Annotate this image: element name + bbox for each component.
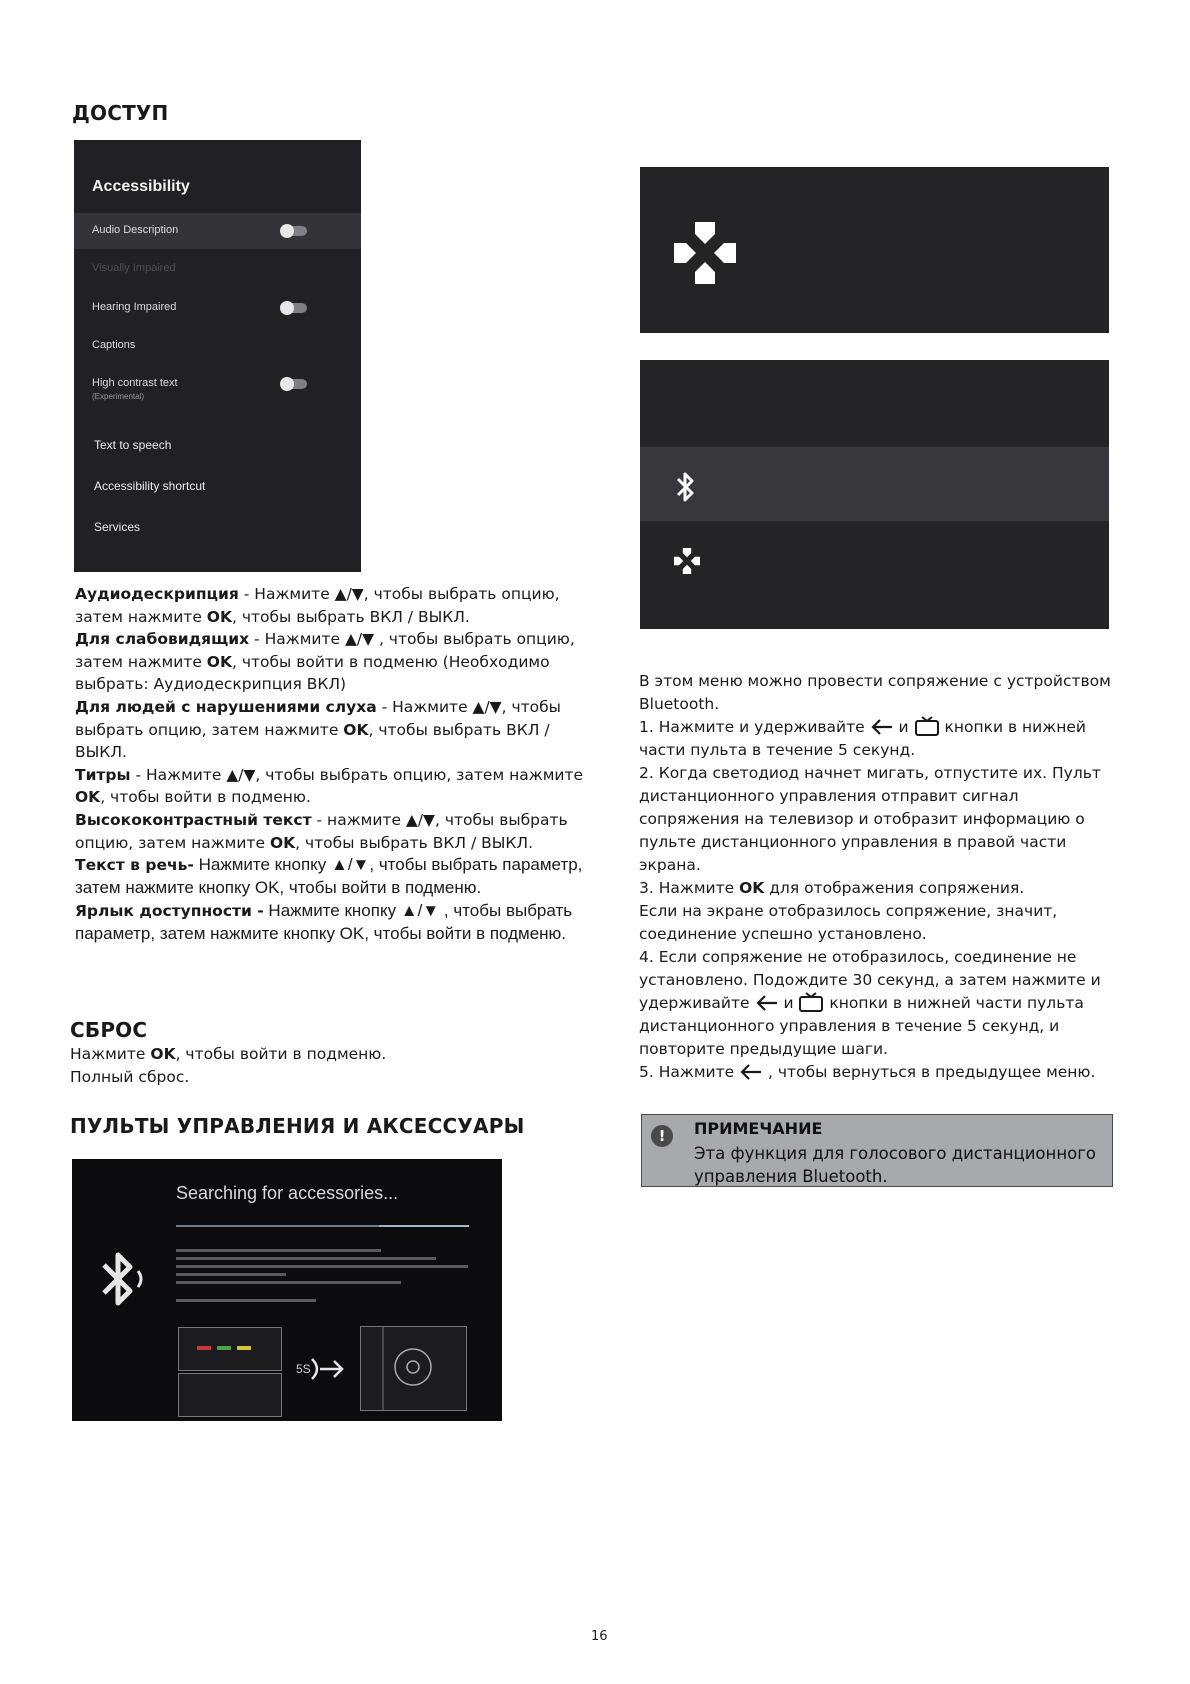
searching-accessories-screenshot (72, 1159, 502, 1421)
menu-item-visually-impaired (74, 251, 361, 287)
back-arrow-icon (755, 994, 779, 1012)
back-arrow-icon (870, 718, 894, 736)
instruction-text-line (176, 1257, 436, 1260)
page-number: 16 (591, 1629, 608, 1644)
searching-title: Searching for accessories... (176, 1183, 399, 1203)
access-description (75, 583, 595, 945)
menu-item-high-contrast (74, 366, 361, 402)
gamepad-panel (640, 167, 1109, 333)
menu-item-text-to-speech (74, 427, 361, 463)
instruction-text-line (176, 1265, 468, 1268)
audio-description-paragraph: Аудиодескрипция - Нажмите ▲/▼, чтобы выбрать опцию, затем нажмите OK, чтобы выбрать ВКЛ / ВЫКЛ. (75, 585, 560, 626)
instruction-text-line (176, 1273, 286, 1276)
instruction-text-line (176, 1249, 381, 1252)
bluetooth-icon (96, 1247, 156, 1311)
menu-item-hearing-impaired (74, 290, 361, 326)
section-title-reset: СБРОС (70, 1018, 148, 1042)
bluetooth-pairing-panel (640, 360, 1109, 629)
bt-step-4: 4. Если сопряжение не отобразилось, соединение не установлено. Подождите 30 секунд, а затем нажмите и удерживайте и кнопки в нижней части пульта дистанционного управления в течение 5 секунд, и повторите предыдущие шаги. (639, 948, 1101, 1058)
menu-item-label: Audio Description (92, 224, 179, 236)
bt-step-3: 3. Нажмите OK для отображения сопряжения. (639, 879, 1025, 897)
high-contrast-paragraph: Высококонтрастный текст - нажмите ▲/▼, чтобы выбрать опцию, затем нажмите OK, чтобы выбрать ВКЛ / ВЫКЛ. (75, 810, 568, 852)
menu-item-label: Accessibility shortcut (94, 479, 206, 493)
tv-icon (914, 716, 940, 736)
reset-description (70, 1043, 590, 1088)
menu-item-audio-description (74, 213, 361, 249)
arrow-icon (310, 1355, 346, 1383)
selected-row-highlight (640, 447, 1109, 521)
menu-item-label: Hearing Impaired (92, 301, 177, 313)
bt-step-3-result: Если на экране отобразилось сопряжение, значит, соединение успешно установлено. (639, 902, 1058, 943)
menu-item-services (74, 509, 361, 545)
bt-step-1: 1. Нажмите и удерживайте и кнопки в нижней части пульта в течение 5 секунд. (639, 718, 1086, 759)
toggle-switch (281, 379, 307, 389)
toggle-switch (281, 226, 307, 236)
gamepad-icon (674, 548, 700, 574)
captions-paragraph: Титры - Нажмите ▲/▼, чтобы выбрать опцию, затем нажмите OK, чтобы войти в подменю. (75, 765, 584, 807)
remote-illustration (178, 1327, 282, 1371)
section-title-remotes: ПУЛЬТЫ УПРАВЛЕНИЯ И АКСЕССУАРЫ (70, 1114, 525, 1138)
exclamation-icon: ! (651, 1125, 673, 1147)
search-progress-line (176, 1225, 469, 1227)
menu-item-label: Services (94, 520, 141, 534)
visually-impaired-paragraph: Для слабовидящих - Нажмите ▲/▼ , чтобы выбрать опцию, затем нажмите OK, чтобы войти в подменю (Необходимо выбрать: Аудиодескрипция ВКЛ) (75, 630, 575, 694)
menu-item-accessibility-shortcut (74, 468, 361, 504)
back-arrow-icon (739, 1063, 763, 1081)
accessibility-shortcut-paragraph: Ярлык доступности - Нажмите кнопку ▲/▼ , чтобы выбрать параметр, затем нажмите кнопку OK, чтобы войти в подменю. (75, 900, 573, 943)
note-title: ПРИМЕЧАНИЕ (694, 1119, 823, 1138)
instruction-text-line (176, 1299, 316, 1302)
menu-item-sublabel: (Experimental) (92, 392, 145, 401)
bt-intro: В этом меню можно провести сопряжение с устройством Bluetooth. (639, 672, 1111, 713)
hearing-impaired-paragraph: Для людей с нарушениями слуха - Нажмите ▲/▼, чтобы выбрать опцию, затем нажмите OK, чтобы выбрать ВКЛ / ВЫКЛ. (75, 697, 561, 762)
section-title-access: ДОСТУП (72, 101, 169, 125)
menu-item-captions (74, 328, 361, 364)
note-text: Эта функция для голосового дистанционного управления Bluetooth. (694, 1144, 1096, 1186)
five-seconds-label: 5S (296, 1362, 311, 1376)
remote-closeup-illustration (360, 1326, 467, 1411)
menu-item-label: High contrast text (92, 377, 178, 389)
menu-item-label: Text to speech (94, 438, 172, 452)
bt-step-2: 2. Когда светодиод начнет мигать, отпустите их. Пульт дистанционного управления отправит сигнал сопряжения на телевизор и отобразит информацию о пульте дистанционного управления в правой части экрана. (639, 764, 1101, 874)
bt-step-5: 5. Нажмите , чтобы вернуться в предыдущее меню. (639, 1063, 1096, 1081)
reset-line-1: Нажмите OK, чтобы войти в подменю. (70, 1045, 387, 1063)
note-box (641, 1114, 1113, 1187)
remote-illustration (178, 1373, 282, 1417)
instruction-text-line (176, 1281, 401, 1284)
menu-title: Accessibility (92, 178, 190, 195)
menu-item-label: Visually Impaired (92, 262, 176, 274)
toggle-switch (281, 303, 307, 313)
menu-item-label: Captions (92, 339, 136, 351)
bluetooth-icon (675, 470, 697, 504)
tv-icon (798, 992, 824, 1012)
gamepad-icon (674, 222, 736, 284)
accessibility-menu-screenshot (74, 140, 361, 572)
text-to-speech-paragraph: Текст в речь- Нажмите кнопку ▲/▼, чтобы выбрать параметр, затем нажмите кнопку OK, чтобы войти в подменю. (75, 855, 583, 897)
reset-line-2: Полный сброс. (70, 1067, 190, 1086)
bluetooth-instructions (639, 670, 1119, 1084)
